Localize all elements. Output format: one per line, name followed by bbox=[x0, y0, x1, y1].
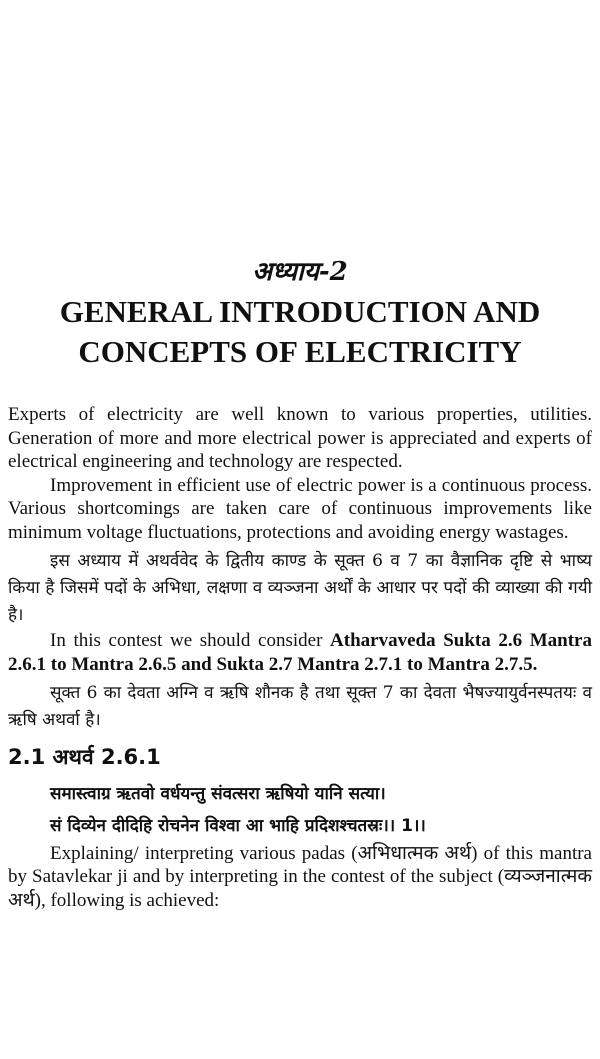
paragraph-4-reference: Atharvaveda Sukta 2.6 Mantra 2.6.1 to Mantra 2.6.5 and Sukta 2.7 Mantra 2.7.1 to Mantra 2.7.5. bbox=[8, 630, 592, 675]
paragraph-4 bbox=[8, 629, 592, 676]
chapter-label: अध्याय-2 bbox=[252, 257, 348, 287]
paragraph-2: Improvement in efficient use of electric power is a continuous process. Various shortcomings are taken care of continuous improvements like minimum voltage fluctuations, protections and avoiding energy wastages. bbox=[8, 474, 592, 543]
paragraph-4-intro: In this contest we should consider bbox=[50, 630, 331, 651]
paragraph-1: Experts of electricity are well known to various properties, utilities. Generation of more and more electrical power is appreciated and experts of electrical engineering and technology are respected. bbox=[8, 404, 592, 472]
mantra-line-1: समास्त्वाग्र ऋतवो वर्धयन्तु संवत्सरा ऋषियो यानि सत्या। bbox=[50, 783, 386, 804]
section-heading: 2.1 अथर्व 2.6.1 bbox=[8, 745, 161, 769]
body-text bbox=[8, 403, 592, 912]
paragraph-6: Explaining/ interpreting various padas (अभिधात्मक अर्थ) of this mantra by Satavlekar ji and by interpreting in the contest of the subject (व्यञ्जनात्मक अर्थ), following is achieved: bbox=[8, 842, 592, 911]
paragraph-3-hindi: इस अध्याय में अथर्ववेद के द्वितीय काण्ड के सूक्त 6 व 7 का वैज्ञानिक दृष्टि से भाष्य किया है जिसमें पदों के अभिधा, लक्षणा व व्यञ्जना अर्थों के आधार पर पदों की व्याख्या की गयी है। bbox=[8, 551, 592, 625]
paragraph-5-hindi: सूक्त 6 का देवता अग्नि व ऋषि शौनक है तथा सूक्त 7 का देवता भैषज्यायुर्वनस्पतयः व ऋषि अथर्वा है। bbox=[8, 683, 592, 730]
chapter-title-line1: GENERAL INTRODUCTION AND bbox=[59, 294, 541, 329]
mantra-line-2: सं दिव्येन दीदिहि रोचनेन विश्वा आ भाहि प्रदिशश्चतस्रः।। 1।। bbox=[50, 815, 426, 836]
chapter-title bbox=[0, 292, 600, 372]
chapter-title-line2: CONCEPTS OF ELECTRICITY bbox=[78, 334, 522, 369]
